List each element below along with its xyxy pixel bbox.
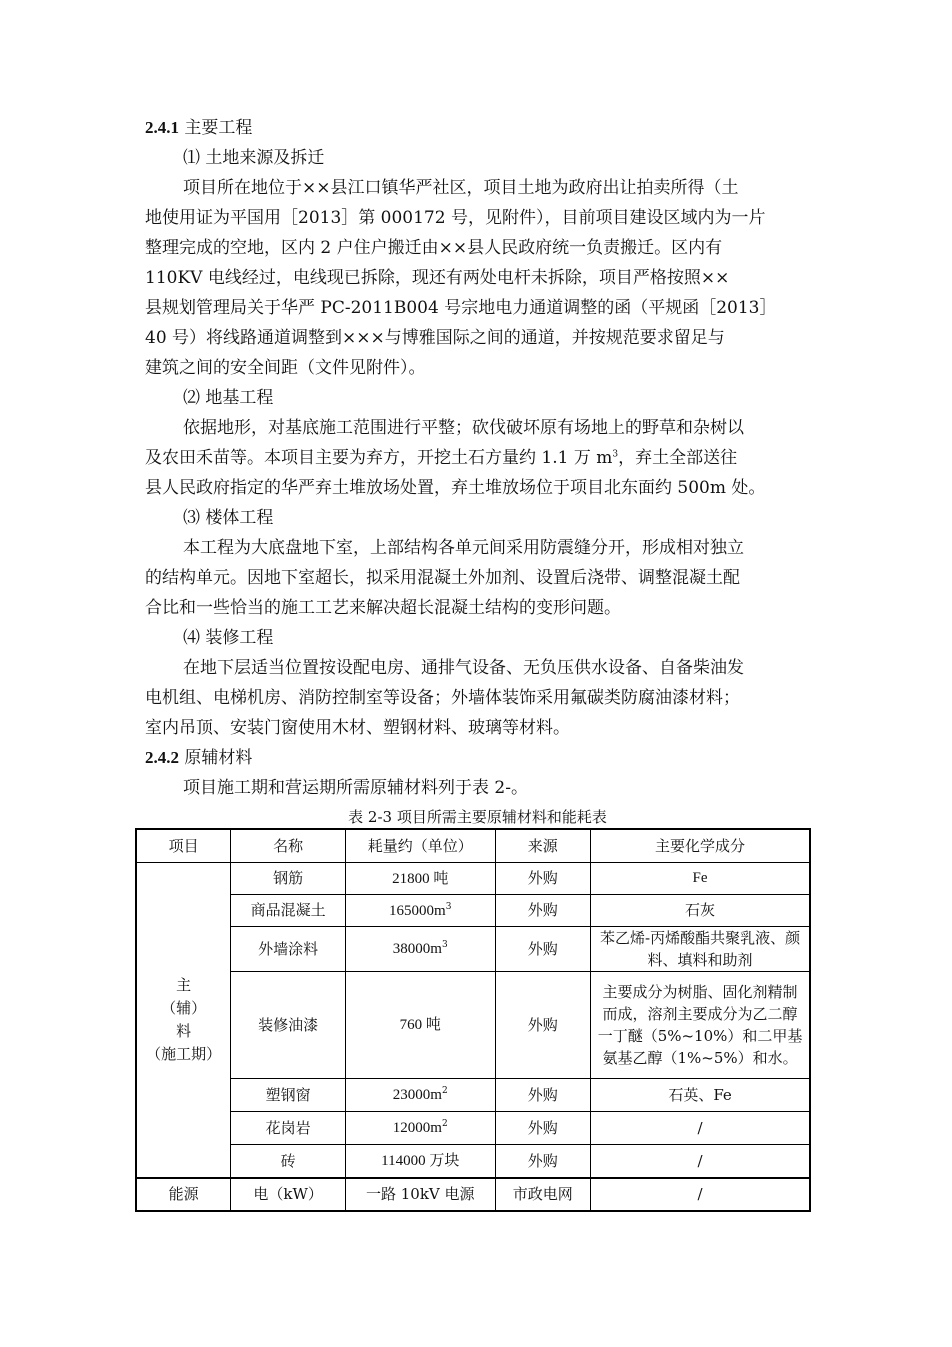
source-cell: 外购	[495, 895, 591, 927]
source-cell: 外购	[495, 927, 591, 972]
name-cell: 砖	[231, 1145, 346, 1179]
line-text: ，弃土全部送往	[618, 448, 738, 468]
section-number: 2.4.1	[145, 118, 179, 137]
source-cell: 外购	[495, 1145, 591, 1179]
paragraph-line: 在地下层适当位置按设配电房、通排气设备、无负压供水设备、自备柴油发	[183, 658, 744, 678]
superscript: 2	[441, 1119, 448, 1129]
paragraph-building	[145, 533, 810, 623]
table-row	[136, 927, 810, 972]
paragraph-line: 本工程为大底盘地下室，上部结构各单元间采用防震缝分开，形成相对独立	[183, 538, 744, 558]
subheading-decoration: ⑷ 装修工程	[183, 628, 274, 648]
name-cell: 花岗岩	[231, 1112, 346, 1145]
paragraph-line: 整理完成的空地，区内 2 户住户搬迁由××县人民政府统一负责搬迁。区内有	[145, 238, 723, 258]
composition-cell: /	[591, 1145, 810, 1179]
header-cell: 主要化学成分	[591, 829, 810, 863]
source-cell: 外购	[495, 1112, 591, 1145]
composition-cell: /	[591, 1112, 810, 1145]
superscript: 2	[441, 1086, 448, 1096]
amount-cell	[345, 863, 495, 895]
paragraph-line: 合比和一些恰当的施工工艺来解决超长混凝土结构的变形问题。	[145, 598, 621, 618]
paragraph-line: 地使用证为平国用［2013］第 000172 号，见附件），目前项目建设区域内为一片	[145, 208, 766, 228]
paragraph-line: 县规划管理局关于华严 PC-2011B004 号宗地电力通道调整的函（平规函［2013］	[145, 298, 777, 318]
amount-value: 114000 万块	[381, 1153, 460, 1169]
source-cell: 外购	[495, 1079, 591, 1112]
source-cell: 市政电网	[495, 1178, 591, 1211]
paragraph-line: 依据地形，对基底施工范围进行平整；砍伐破坏原有场地上的野草和杂树以	[183, 418, 744, 438]
subheading-foundation: ⑵ 地基工程	[183, 388, 274, 408]
group-cell-energy: 能源	[136, 1178, 231, 1211]
amount-value: 38000m	[392, 941, 442, 957]
paragraph-line: 40 号）将线路通道调整到×××与博雅国际之间的通道，并按规范要求留足与	[145, 328, 725, 348]
amount-value: 21800 吨	[392, 870, 449, 887]
amount-cell	[345, 895, 495, 927]
paragraph-line: 项目所在地位于××县江口镇华严社区，项目土地为政府出让拍卖所得（土	[183, 178, 739, 198]
name-cell: 塑钢窗	[231, 1079, 346, 1112]
section-heading-2-4-2	[145, 743, 810, 773]
paragraph-decoration	[145, 653, 810, 743]
amount-cell	[345, 1079, 495, 1112]
paragraph-line: 110KV 电线经过，电线现已拆除，现还有两处电杆未拆除，项目严格按照××	[145, 268, 730, 288]
line-text: 及农田禾苗等。本项目主要为弃方，开挖土石方量约 1.1 万 m	[145, 448, 613, 468]
name-cell: 钢筋	[231, 863, 346, 895]
superscript: 3	[612, 449, 619, 460]
section-number: 2.4.2	[145, 748, 179, 767]
amount-cell	[345, 927, 495, 972]
header-cell: 名称	[231, 829, 346, 863]
paragraph-line: 县人民政府指定的华严弃土堆放场处置，弃土堆放场位于项目北东面约 500m 处。	[145, 478, 766, 498]
amount-cell	[345, 1145, 495, 1179]
table-row	[136, 972, 810, 1079]
source-cell: 外购	[495, 972, 591, 1079]
source-cell: 外购	[495, 863, 591, 895]
name-cell: 电（kW）	[231, 1178, 346, 1211]
name-cell: 商品混凝土	[231, 895, 346, 927]
superscript: 3	[441, 940, 448, 950]
table-header-row	[136, 829, 810, 863]
document-body	[145, 113, 810, 831]
section-title: 原辅材料	[179, 748, 253, 768]
amount-value: 12000m	[392, 1120, 442, 1136]
composition-cell: 主要成分为树脂、固化剂精制而成，溶剂主要成分为乙二醇一丁醚（5%~10%）和二甲基氨基乙醇（1%~5%）和水。	[591, 972, 810, 1079]
materials-table	[135, 828, 811, 1212]
paragraph-line: 室内吊顶、安装门窗使用木材、塑钢材料、玻璃等材料。	[145, 718, 570, 738]
paragraph-land	[145, 173, 810, 383]
subheading-building: ⑶ 楼体工程	[183, 508, 274, 528]
group-label-line: 料	[176, 1022, 192, 1040]
paragraph-line: 电机组、电梯机房、消防控制室等设备；外墙体装饰采用氟碳类防腐油漆材料；	[145, 688, 740, 708]
header-cell: 来源	[495, 829, 591, 863]
paragraph-line: 建筑之间的安全间距（文件见附件）。	[145, 358, 426, 378]
table-row	[136, 1145, 810, 1179]
amount-cell	[345, 972, 495, 1079]
header-cell: 项目	[136, 829, 231, 863]
paragraph-line: 的结构单元。因地下室超长，拟采用混凝土外加剂、设置后浇带、调整混凝土配	[145, 568, 740, 588]
section-title: 主要工程	[179, 118, 253, 138]
table-row	[136, 863, 810, 895]
paragraph-line	[145, 443, 810, 473]
composition-cell: /	[591, 1178, 810, 1211]
amount-value: 760 吨	[399, 1017, 441, 1033]
composition-cell: 苯乙烯-丙烯酸酯共聚乳液、颜料、填料和助剂	[591, 927, 810, 972]
amount-value: 165000m	[389, 902, 446, 919]
table-row-energy	[136, 1178, 810, 1211]
header-cell: 耗量约（单位）	[345, 829, 495, 863]
group-label-line: （辅）	[161, 999, 207, 1017]
table-row	[136, 895, 810, 927]
group-cell-materials	[136, 863, 231, 1179]
section-heading-2-4-1	[145, 113, 810, 143]
amount-cell: 一路 10kV 电源	[345, 1178, 495, 1211]
section-intro: 项目施工期和营运期所需原辅材料列于表 2-。	[183, 778, 528, 798]
superscript: 3	[445, 901, 452, 912]
composition-cell: 石英、Fe	[591, 1079, 810, 1112]
amount-cell	[345, 1112, 495, 1145]
paragraph-foundation	[145, 413, 810, 503]
name-cell: 外墙涂料	[231, 927, 346, 972]
table-row	[136, 1112, 810, 1145]
subheading-land: ⑴ 土地来源及拆迁	[183, 148, 325, 168]
group-label-line: （施工期）	[146, 1045, 222, 1063]
name-cell: 装修油漆	[231, 972, 346, 1079]
table-caption: 表 2-3 项目所需主要原辅材料和能耗表	[348, 808, 607, 826]
table-row	[136, 1079, 810, 1112]
composition-cell: Fe	[591, 863, 810, 895]
group-label-line: 主	[176, 976, 192, 994]
composition-cell: 石灰	[591, 895, 810, 927]
amount-value: 23000m	[392, 1087, 442, 1103]
